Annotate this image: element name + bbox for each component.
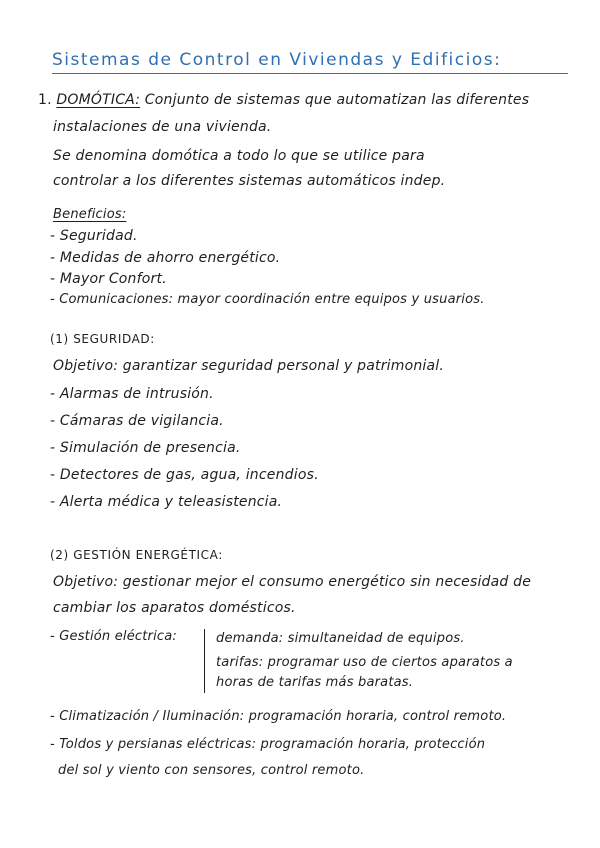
security-objective: Objetivo: garantizar seguridad personal y patrimonial. (53, 358, 445, 374)
benefit-item: - Medidas de ahorro energético. (50, 250, 281, 266)
domotica-term: DOMÓTICA: (56, 92, 141, 108)
electric-tariffs-line2: horas de tarifas más baratas. (216, 675, 414, 690)
electric-bracket (204, 629, 205, 693)
benefit-item: - Comunicaciones: mayor coordinación entre equipos y usuarios. (50, 292, 485, 307)
energy-objective-line2: cambiar los aparatos domésticos. (53, 600, 296, 616)
security-item: - Simulación de presencia. (50, 440, 241, 456)
electric-demand: demanda: simultaneidad de equipos. (216, 631, 465, 646)
electric-tariffs-line1: tarifas: programar uso de ciertos aparatos a (216, 655, 513, 670)
domotica-definition-line2: instalaciones de una vivienda. (53, 119, 272, 135)
energy-objective-line1: Objetivo: gestionar mejor el consumo energético sin necesidad de (53, 574, 532, 590)
energy-heading: (2) GESTIÓN ENERGÉTICA: (50, 548, 223, 562)
security-item: - Alarmas de intrusión. (50, 386, 214, 402)
page-title: Sistemas de Control en Viviendas y Edificios: (52, 50, 502, 70)
awnings-item-line2: del sol y viento con sensores, control remoto. (58, 763, 365, 778)
climate-lighting-item: - Climatización / Iluminación: programación horaria, control remoto. (50, 709, 507, 724)
domotica-description-line2: controlar a los diferentes sistemas automáticos indep. (53, 173, 446, 189)
security-item: - Detectores de gas, agua, incendios. (50, 467, 319, 483)
domotica-definition-text: Conjunto de sistemas que automatizan las diferentes (144, 92, 530, 108)
awnings-item-line1: - Toldos y persianas eléctricas: programación horaria, protección (50, 737, 486, 752)
section-number: 1. (38, 92, 52, 108)
domotica-definition-line1 (38, 91, 529, 109)
benefit-item: - Mayor Confort. (50, 271, 167, 287)
benefit-item: - Seguridad. (50, 228, 138, 244)
title-underline (52, 73, 568, 74)
domotica-description-line1: Se denomina domótica a todo lo que se utilice para (53, 148, 425, 164)
security-item: - Alerta médica y teleasistencia. (50, 494, 283, 510)
benefits-title: Beneficios: (53, 207, 127, 222)
electric-management-label: - Gestión eléctrica: (50, 629, 178, 644)
security-heading: (1) SEGURIDAD: (50, 332, 155, 346)
security-item: - Cámaras de vigilancia. (50, 413, 224, 429)
